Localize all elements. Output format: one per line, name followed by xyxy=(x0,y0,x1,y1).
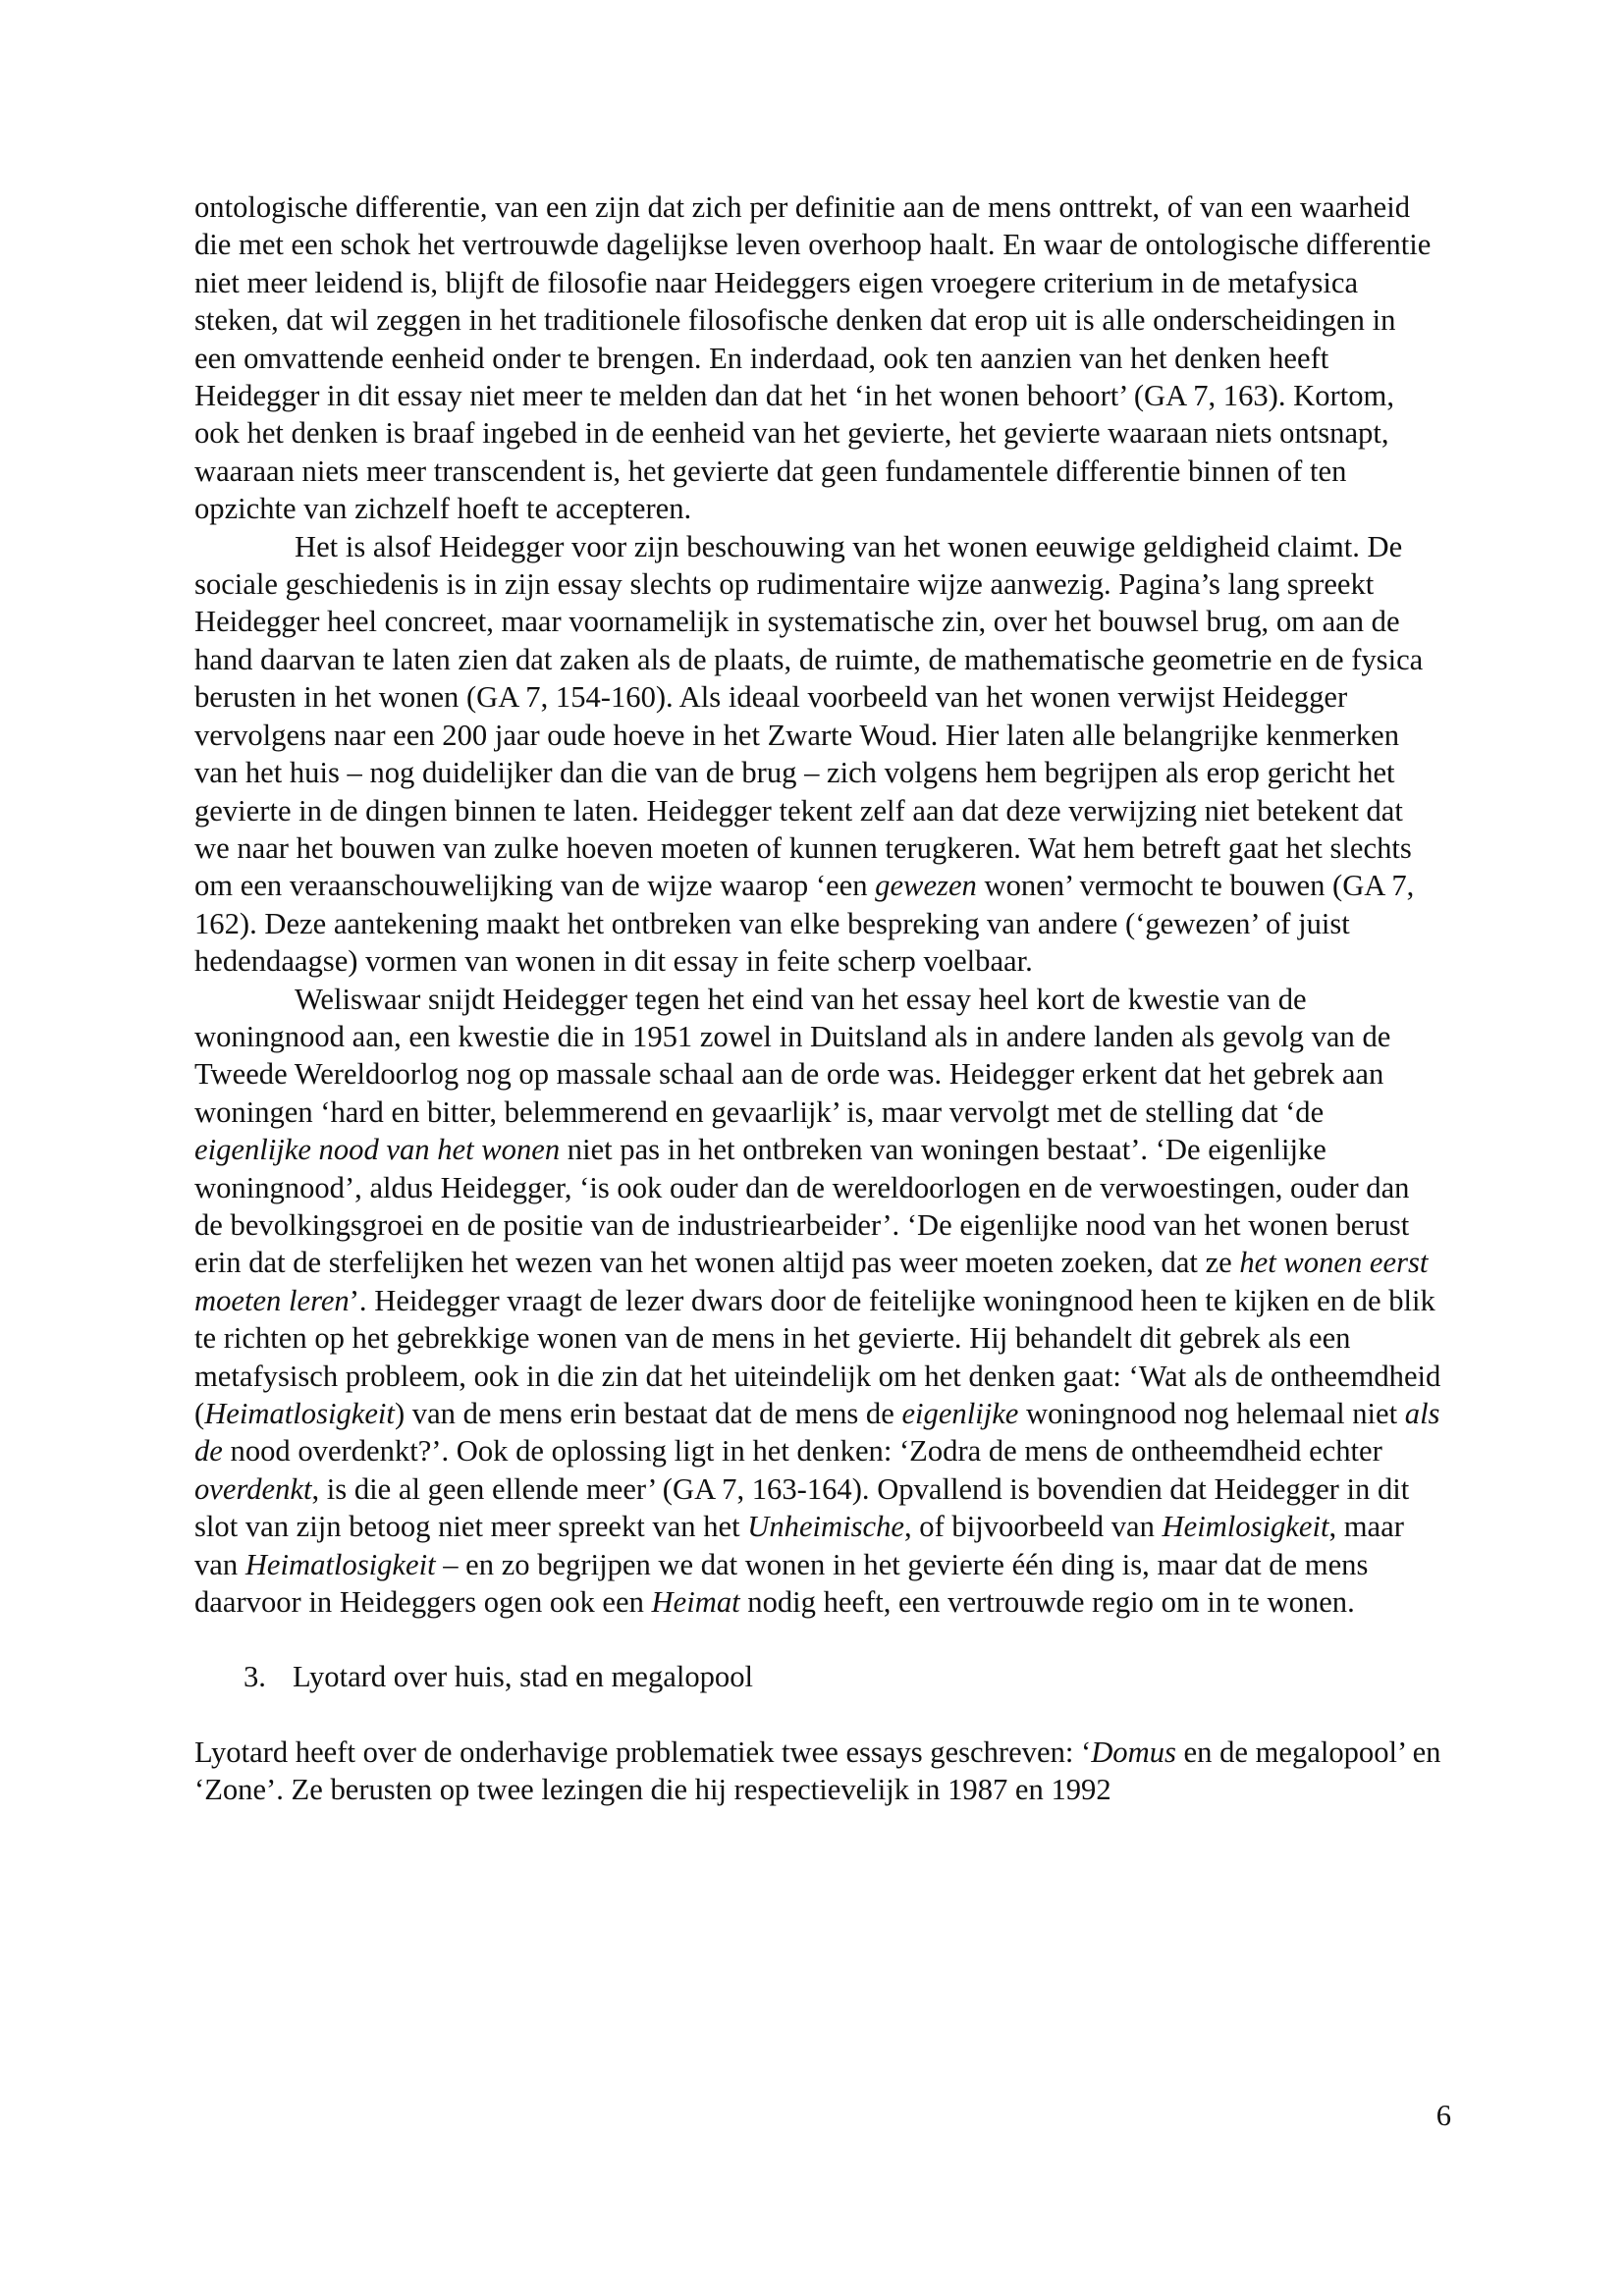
text-run: woningnood nog helemaal niet xyxy=(1018,1397,1405,1430)
text-run: nodig heeft, een vertrouwde regio om in te wonen. xyxy=(739,1585,1355,1620)
text-run: ’. Heidegger vraagt de lezer dwars door de feitelijke woningnood heen te kijken en de blik te richten op het gebrekkige wonen van de mens in het gevierte. Hij behandelt dit gebrek als een metafysisch probleem, ook in die zin dat het uiteindelijk om het denken gaat: ‘Wat als de ontheemdheid ( xyxy=(194,1283,1441,1430)
text-run: en de megalopool’ en ‘Zone’. Ze berusten op twee lezingen die hij respectievelijk in 1987 en 1992 xyxy=(194,1735,1441,1807)
paragraph-1 xyxy=(194,188,1441,528)
text-run: ontologische differentie, van een zijn dat zich per definitie aan de mens onttrekt, of van een waarheid die met een schok het vertrouwde dagelijkse leven overhoop haalt. En waar de ontologische differentie niet meer leidend is, blijft de filosofie naar Heideggers eigen vroegere criterium in de metafysica steken, dat wil zeggen in het traditionele filosofische denken dat erop uit is alle onderscheidingen in een omvattende eenheid onder te brengen. En inderdaad, ook ten aanzien van het denken heeft Heidegger in dit essay niet meer te melden dan dat het ‘in het wonen behoort’ (GA 7, 163). Kortom, ook het denken is braaf ingebed in de eenheid van het gevierte, het gevierte waaraan niets ontsnapt, waaraan niets meer transcendent is, het gevierte dat geen fundamentele differentie binnen of ten opzichte van zichzelf hoeft te accepteren. xyxy=(194,190,1432,526)
text-run: , is die al geen ellende meer’ (GA 7, 163-164). Opvallend is bovendien dat Heidegger in dit slot van zijn betoog niet meer spreekt van het xyxy=(194,1471,1410,1544)
italic-run: losigkeit xyxy=(333,1547,436,1581)
italic-run: Domus xyxy=(1091,1735,1176,1769)
paragraph-3 xyxy=(194,981,1441,1622)
text-run: , of bijvoorbeeld van xyxy=(904,1510,1163,1544)
italic-run: Heimat xyxy=(651,1585,740,1620)
text-run: Weliswaar snijdt Heidegger tegen het eind van het essay heel kort de kwestie van de woningnood aan, een kwestie die in 1951 zowel in Duitsland als in andere landen als gevolg van de Tweede Wereldoorlog nog op massale schaal aan de orde was. Heidegger erkent dat het gebrek aan woningen ‘hard en bitter, belemmerend en gevaarlijk’ is, maar vervolgt met de stelling dat ‘de xyxy=(194,982,1391,1129)
page-number: 6 xyxy=(1435,2099,1451,2132)
italic-run: eigenlijke xyxy=(901,1397,1019,1430)
text-run: – en zo begrijpen we dat wonen in het gevierte één ding is, maar dat de mens daarvoor in Heideggers ogen ook een xyxy=(194,1547,1369,1620)
text-run: ) van de mens erin bestaat dat de mens de xyxy=(394,1397,902,1430)
italic-run: het wonen eerst moeten leren xyxy=(194,1246,1429,1317)
italic-run: overdenkt xyxy=(194,1471,312,1506)
italic-run: als de xyxy=(194,1397,1440,1468)
text-run: nood overdenkt?’. Ook de oplossing ligt in het denken: ‘Zodra de mens de ontheemdheid echter xyxy=(222,1434,1382,1468)
italic-run: Unheimische xyxy=(747,1510,904,1544)
italic-run: eigenlijke nood van het wonen xyxy=(194,1133,561,1167)
text-run: niet pas in het ontbreken van woningen bestaat’. ‘De eigenlijke woningnood’, aldus Heidegger, ‘is ook ouder dan de wereldoorlogen en de verwoestingen, ouder dan de bevolkingsgroei en de positie van de industriearbeider’. ‘De eigenlijke nood van het wonen berust erin dat de sterfelijken het wezen van het wonen altijd pas weer moeten zoeken, dat ze xyxy=(194,1133,1410,1280)
italic-run: Heimlosigkeit xyxy=(1162,1510,1329,1544)
text-run: , maar van xyxy=(194,1510,1404,1581)
text-run: wonen’ vermocht te bouwen (GA 7, 162). Deze aantekening maakt het ontbreken van elke bespreking van andere (‘gewezen’ of juist hedendaagse) vormen van wonen in dit essay in feite scherp voelbaar. xyxy=(194,869,1415,979)
paragraph-4 xyxy=(194,1734,1441,1809)
italic-run: Heimat xyxy=(244,1547,334,1581)
italic-run: Heimatlosigkeit xyxy=(204,1397,395,1430)
text-run: Het is alsof Heidegger voor zijn beschouwing van het wonen eeuwige geldigheid claimt. De sociale geschiedenis is in zijn essay slechts op rudimentaire wijze aanwezig. Pagina’s lang spreekt Heidegger heel concreet, maar voornamelijk in systematische zin, over het bouwsel brug, om aan de hand daarvan te laten zien dat zaken als de plaats, de ruimte, de mathematische geometrie en de fysica berusten in het wonen (GA 7, 154-160). Als ideaal voorbeeld van het wonen verwijst Heidegger vervolgens naar een 200 jaar oude hoeve in het Zwarte Woud. Hier laten alle belangrijke kenmerken van het huis – nog duidelijker dan die van de brug – zich volgens hem begrijpen als erop gericht het gevierte in de dingen binnen te laten. Heidegger tekent zelf aan dat deze verwijzing niet betekent dat we naar het bouwen van zulke hoeven moeten of kunnen terugkeren. Wat hem betreft gaat het slechts om een veraanschouwelijking van de wijze waarop ‘een xyxy=(194,529,1424,903)
text-run: Lyotard heeft over de onderhavige problematiek twee essays geschreven: ‘ xyxy=(194,1735,1092,1769)
section-heading xyxy=(194,1658,1441,1695)
body-text xyxy=(194,188,1441,1809)
paragraph-2 xyxy=(194,528,1441,981)
italic-run: gewezen xyxy=(875,869,977,903)
section-title: Lyotard over huis, stad en megalopool xyxy=(293,1660,754,1694)
section-number: 3. xyxy=(244,1660,266,1694)
